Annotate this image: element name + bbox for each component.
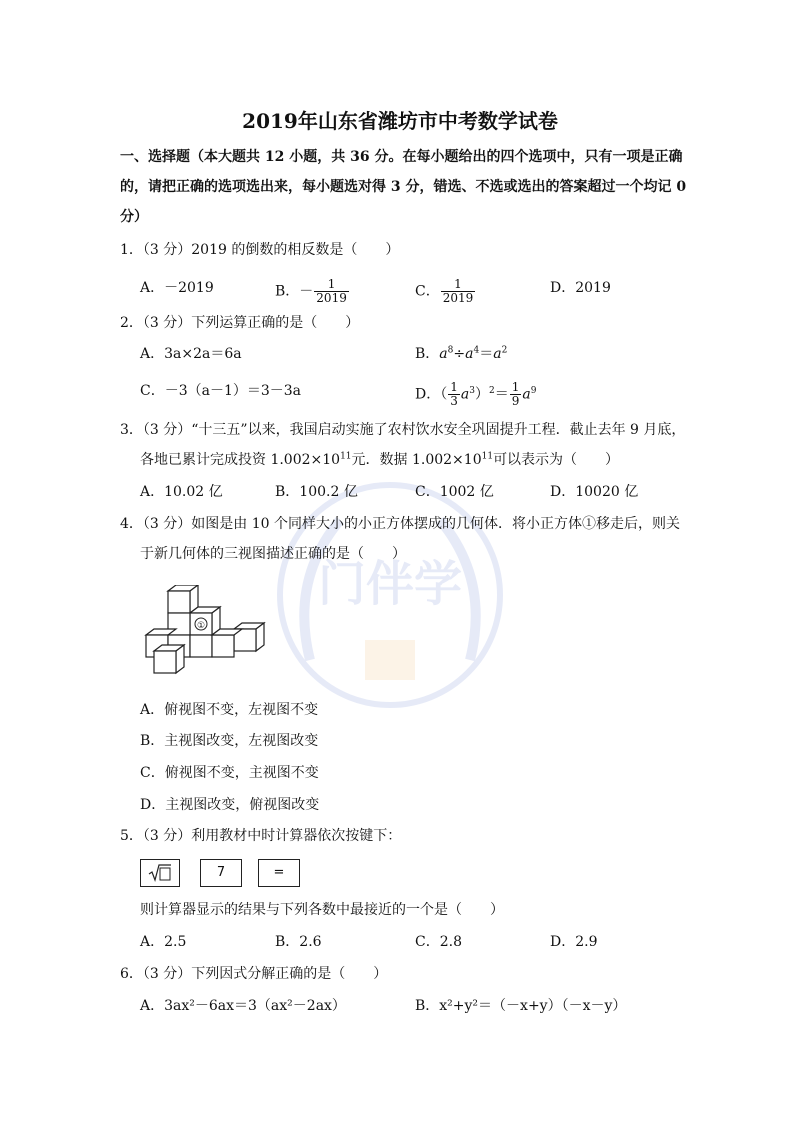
q1-option-b: B．－ $\frac{1}{2019}$ [275,277,347,305]
q1-option-d: D．2019 [550,280,611,296]
q2-option-d: D．（ $\frac{1}{3}$ $a^3)^2=$ $\frac{1}{9}$ $a^9$ [415,380,537,408]
q2-stem: 2．（3 分）下列运算正确的是（ ） [120,315,360,331]
section-instructions-line1: 一、选择题（本大题共 12 小题，共 36 分。在每小题给出的四个选项中，只有一项是正确 [120,149,683,165]
q5-stem-line2: 则计算器显示的结果与下列各数中最接近的一个是（ ） [140,902,504,918]
q2-option-c: C．－3（a－1）＝3－3a [140,383,302,399]
q4-stem-line1: 4．（3 分）如图是由 10 个同样大小的小正方体摆成的几何体．将小正方体①移走后，则关 [120,516,680,532]
q5-option-c: C．2.8 [415,934,462,950]
q3-option-b: B．100.2 亿 [275,484,358,500]
q4-option-d: D．主视图改变，俯视图改变 [140,797,320,813]
page-title: 2019年山东省潍坊市中考数学试卷 [242,109,558,133]
key-seven: 7 [200,859,242,887]
q4-option-b: B．主视图改变，左视图改变 [140,733,319,749]
q5-stem: 5．（3 分）利用教材中时计算器依次按键下： [120,828,402,844]
cube-marker-label: ① [196,621,206,631]
watermark-text: 门伴学 [317,556,463,612]
q6-stem: 6．（3 分）下列因式分解正确的是（ ） [120,966,388,982]
watermark-logo [270,470,510,720]
q4-stem-line2: 于新几何体的三视图描述正确的是（ ） [140,546,406,562]
q5-option-a: A．2.5 [140,934,187,950]
q4-option-c: C．俯视图不变，主视图不变 [140,765,319,781]
q6-option-a: A．3ax²－6ax＝3（ax²－2ax） [140,998,346,1014]
q3-option-c: C．1002 亿 [415,484,494,500]
q6-option-b: B．x²+y²＝（－x+y）（－x－y） [415,998,627,1014]
q3-option-d: D．10020 亿 [550,484,639,500]
cube-figure [140,585,270,680]
q1-option-a: A．－2019 [140,280,214,296]
section-instructions-line3: 分） [120,209,148,225]
q1-stem: 1．（3 分）2019 的倒数的相反数是（ ） [120,242,400,258]
q3-option-a: A．10.02 亿 [140,484,223,500]
sqrt-key-icon [140,859,180,887]
key-equals: = [258,859,300,887]
q4-option-a: A．俯视图不变，左视图不变 [140,702,319,718]
q2-option-b: B．$a^8\div a^4=a^2$ [415,345,508,362]
section-instructions-line2: 的，请把正确的选项选出来，每小题选对得 3 分，错选、不选或选出的答案超过一个均记 0 [120,179,687,195]
q1-option-c: C． $\frac{1}{2019}$ [415,277,474,305]
q3-stem-line1: 3．（3 分）“十三五”以来，我国启动实施了农村饮水安全巩固提升工程．截止去年 9 月底， [120,422,686,438]
q3-stem-line2: 各地已累计完成投资 $1.002\times 10^{11}$元．数据 $1.002\times 10^{11}$可以表示为（ ） [140,451,620,468]
q5-option-d: D．2.9 [550,934,598,950]
q2-option-a: A．3a×2a＝6a [140,346,242,362]
q5-option-b: B．2.6 [275,934,322,950]
